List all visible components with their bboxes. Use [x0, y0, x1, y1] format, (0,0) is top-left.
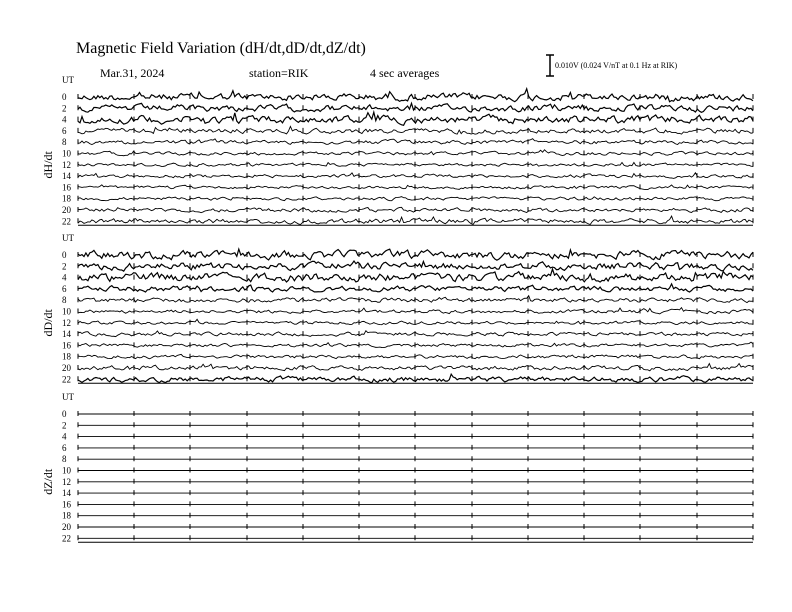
row-label: 6 [62, 283, 67, 294]
row-label: 2 [62, 420, 67, 431]
panel-dhdt [41, 75, 753, 226]
row-label: 16 [62, 182, 71, 193]
panel-ylabel: dZ/dt [41, 468, 55, 495]
row-label: 0 [62, 250, 67, 260]
row-label: 0 [62, 92, 67, 102]
row-label: 14 [62, 488, 71, 499]
row-label: 20 [62, 205, 71, 215]
row-label: 2 [62, 261, 67, 272]
row-label: 10 [62, 306, 71, 317]
scale-label: 0.010V (0.024 V/nT at 0.1 Hz at RIK) [555, 61, 678, 70]
row-label: 20 [62, 522, 71, 532]
chart-title: Magnetic Field Variation (dH/dt,dD/dt,dZ/dt) [76, 40, 366, 57]
averaging-label: 4 sec averages [370, 66, 440, 80]
ut-label: UT [62, 392, 74, 402]
panel-ylabel: dD/dt [41, 309, 55, 337]
row-label: 22 [62, 533, 71, 544]
scale-bar [546, 55, 678, 76]
panel-dddt [41, 233, 753, 384]
row-label: 22 [62, 216, 71, 227]
row-label: 18 [62, 193, 71, 204]
panels [41, 75, 753, 543]
row-label: 10 [62, 465, 71, 476]
row-label: 8 [62, 295, 67, 306]
row-label: 14 [62, 329, 71, 340]
row-label: 20 [62, 363, 71, 373]
row-label: 6 [62, 125, 67, 136]
row-label: 16 [62, 340, 71, 351]
panel-dzdt [41, 392, 753, 543]
row-label: 16 [62, 499, 71, 510]
row-label: 18 [62, 510, 71, 521]
row-label: 18 [62, 351, 71, 362]
row-label: 2 [62, 103, 67, 114]
row-label: 22 [62, 374, 71, 385]
row-label: 4 [62, 272, 67, 283]
row-label: 4 [62, 431, 67, 442]
row-label: 12 [62, 476, 71, 487]
row-label: 8 [62, 137, 67, 148]
date-label: Mar.31, 2024 [100, 66, 165, 80]
panel-ylabel: dH/dt [41, 151, 55, 179]
row-label: 4 [62, 114, 67, 125]
row-label: 14 [62, 171, 71, 182]
row-label: 6 [62, 442, 67, 453]
ut-label: UT [62, 75, 74, 85]
row-label: 8 [62, 454, 67, 465]
station-label: station=RIK [249, 66, 309, 80]
row-label: 12 [62, 159, 71, 170]
row-label: 12 [62, 317, 71, 328]
ut-label: UT [62, 233, 74, 243]
row-label: 0 [62, 409, 67, 419]
row-label: 10 [62, 148, 71, 159]
